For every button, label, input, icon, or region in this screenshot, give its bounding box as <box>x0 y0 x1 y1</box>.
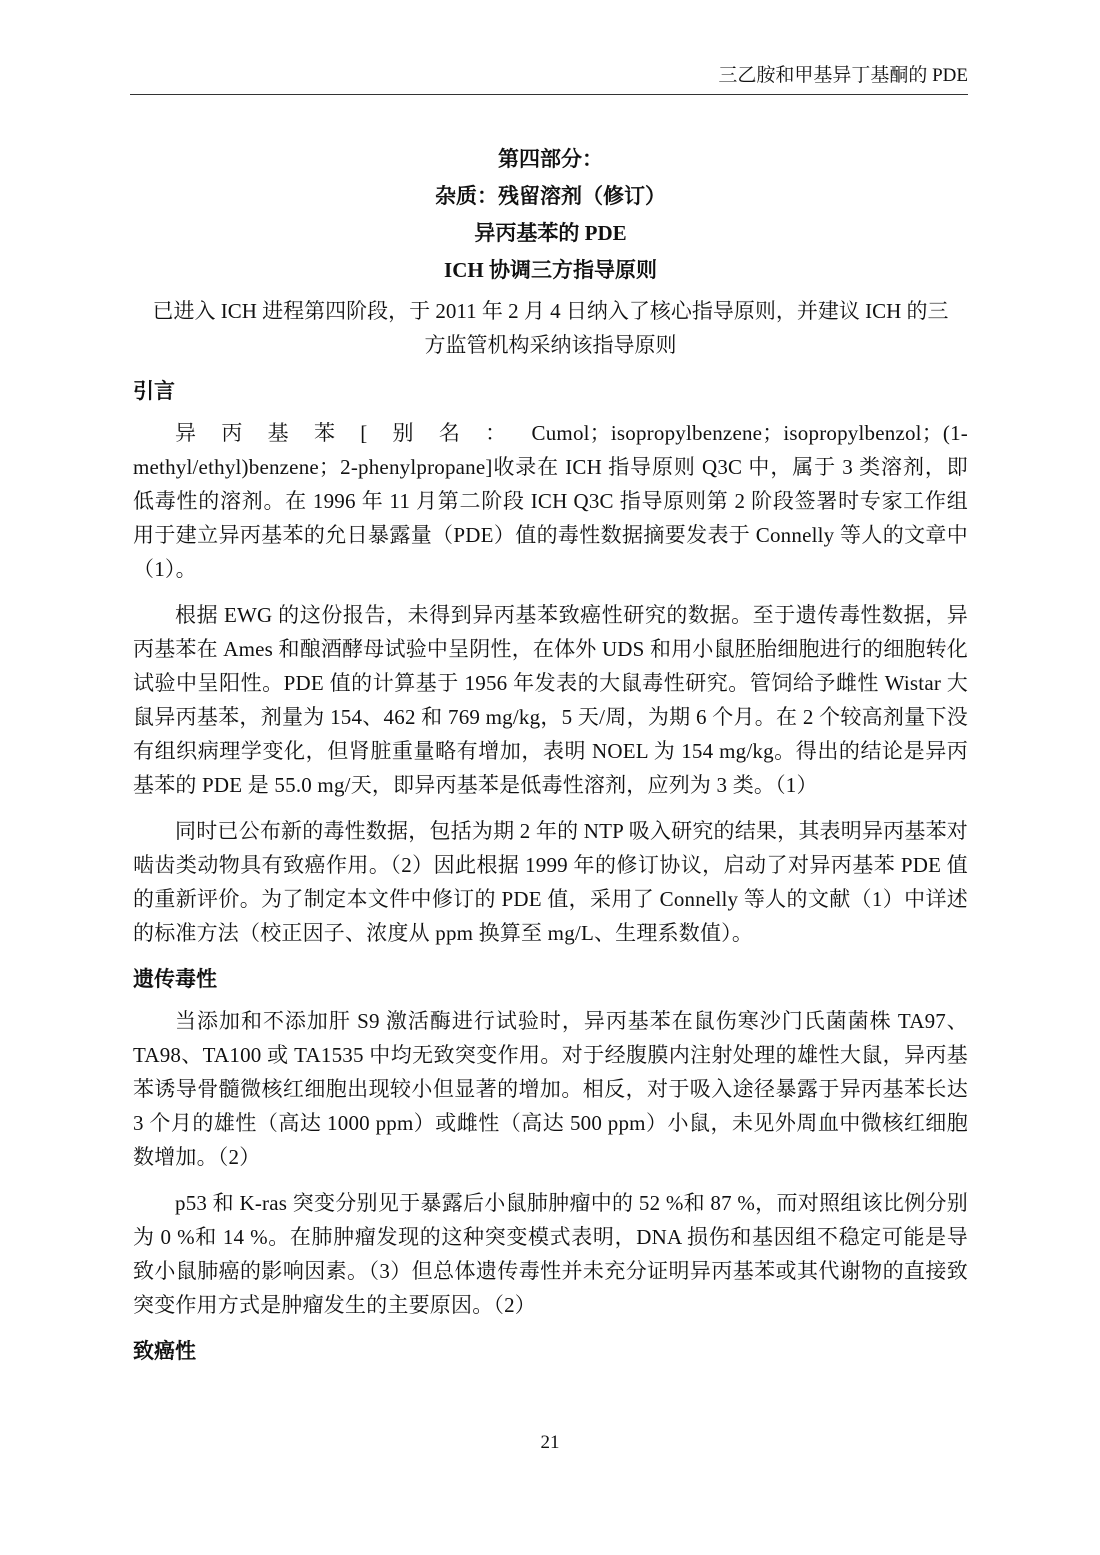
section-heading-intro: 引言 <box>133 379 175 403</box>
status-line: 方监管机构采纳该指导原则 <box>424 333 677 357</box>
status-line: 已进入 ICH 进程第四阶段，于 2011 年 2 月 4 日纳入了核心指导原则，并建议 ICH 的三 <box>152 299 949 323</box>
status-statement <box>133 294 968 362</box>
genotoxicity-paragraph: 当添加和不添加肝 S9 激活酶进行试验时，异丙基苯在鼠伤寒沙门氏菌菌株 TA97、TA98、TA100 或 TA1535 中均无致突变作用。对于经腹膜内注射处理的雄性大鼠，异丙基苯诱导骨髓微核红细胞出现较小但显著的增加。相反，对于吸入途径暴露于异丙基苯长达 3 个月的雄性（高达 1000 ppm）或雌性（高达 500 ppm）小鼠，未见外周血中微核红细胞数增加。（2） <box>133 1009 968 1169</box>
header-divider <box>130 94 968 95</box>
document-title: 杂质：残留溶剂（修订） <box>435 184 666 208</box>
section-heading-genotoxicity: 遗传毒性 <box>133 967 217 991</box>
page-number: 21 <box>540 1432 560 1453</box>
genotoxicity-paragraph: p53 和 K-ras 突变分别见于暴露后小鼠肺肿瘤中的 52 %和 87 %，而对照组该比例分别为 0 %和 14 %。在肺肿瘤发现的这种突变模式表明，DNA 损伤和基因组不稳定可能是导致小鼠肺癌的影响因素。（3）但总体遗传毒性并未充分证明异丙基苯或其代谢物的直接致突变作用方式是肿瘤发生的主要原因。（2） <box>133 1191 968 1317</box>
intro-paragraph: 同时已公布新的毒性数据，包括为期 2 年的 NTP 吸入研究的结果，其表明异丙基苯对啮齿类动物具有致癌作用。（2）因此根据 1999 年的修订协议，启动了对异丙基苯 PDE 值的重新评价。为了制定本文件中修订的 PDE 值，采用了 Connelly 等人的文献（1）中详述的标准方法（校正因子、浓度从 ppm 换算至 mg/L、生理系数值）。 <box>133 819 968 945</box>
page-body <box>133 141 968 1376</box>
part-title: 第四部分： <box>498 147 603 171</box>
subject-title: 异丙基苯的 PDE <box>474 221 627 245</box>
intro-paragraph: 异丙基苯[别名：Cumol；isopropylbenzene；isopropylbenzol；(1-methyl/ethyl)benzene；2-phenylpropane]收录在 ICH 指导原则 Q3C 中，属于 3 类溶剂，即低毒性的溶剂。在 1996 年 11 月第二阶段 ICH Q3C 指导原则第 2 阶段签署时专家工作组用于建立异丙基苯的允日暴露量（PDE）值的毒性数据摘要发表于 Connelly 等人的文章中（1）。 <box>133 421 968 581</box>
running-header: 三乙胺和甲基异丁基酮的 PDE <box>718 65 968 86</box>
guideline-title: ICH 协调三方指导原则 <box>444 258 657 282</box>
intro-paragraph: 根据 EWG 的这份报告，未得到异丙基苯致癌性研究的数据。至于遗传毒性数据，异丙基苯在 Ames 和酿酒酵母试验中呈阴性，在体外 UDS 和用小鼠胚胎细胞进行的细胞转化试验中呈阳性。PDE 值的计算基于 1956 年发表的大鼠毒性研究。管饲给予雌性 Wistar 大鼠异丙基苯，剂量为 154、462 和 769 mg/kg，5 天/周，为期 6 个月。在 2 个较高剂量下没有组织病理学变化，但肾脏重量略有增加，表明 NOEL 为 154 mg/kg。得出的结论是异丙基苯的 PDE 是 55.0 mg/天，即异丙基苯是低毒性溶剂，应列为 3 类。（1） <box>133 603 969 797</box>
section-heading-carcinogenicity: 致癌性 <box>133 1339 196 1363</box>
